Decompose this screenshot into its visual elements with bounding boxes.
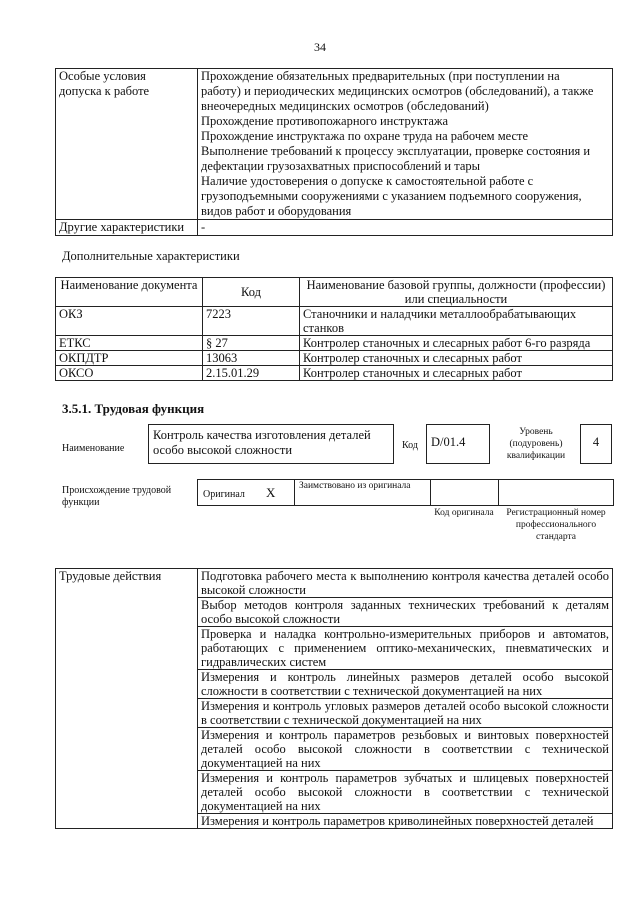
table-row [56,220,613,236]
labor-action-item: Проверка и наладка контрольно-измерительных приборов и автоматов, работающих с применением оптико-механических, пневматических и гидравлических систем [198,627,613,670]
header-code: Код [203,278,300,307]
other-characteristics-value: - [198,220,613,236]
cell-name: Контролер станочных и слесарных работ [300,366,613,381]
code-label: Код [402,440,418,451]
labor-action-item: Измерения и контроль параметров зубчатых и шлицевых поверхностей деталей особо высокой сложности в соответствии с технической документацией на них [198,771,613,814]
other-characteristics-label: Другие характеристики [56,220,198,236]
cell-code: 13063 [203,351,300,366]
conditions-value-cell [198,69,613,220]
cell-code: 2.15.01.29 [203,366,300,381]
page-number: 34 [314,40,326,54]
original-mark: X [266,485,276,500]
conditions-table [55,68,613,236]
header-group-name: Наименование базовой группы, должности (профессии) или специальности [300,278,613,307]
labor-action-item: Измерения и контроль угловых размеров деталей особо высокой сложности в соответствии с технической документацией на них [198,699,613,728]
cell-name: Контролер станочных и слесарных работ 6-го разряда [300,336,613,351]
conditions-label-cell [56,69,198,220]
labor-actions-label: Трудовые действия [56,569,198,829]
labor-actions-table [55,568,613,829]
conditions-label-line: допуска к работе [59,84,150,98]
additional-characteristics-table [55,277,613,381]
table-row [56,569,613,598]
cell-doc: ОКСО [56,366,203,381]
table-row [56,69,613,220]
additional-characteristics-title: Дополнительные характеристики [62,249,240,263]
section-heading: 3.5.1. Трудовая функция [62,401,205,416]
table-row [56,336,613,351]
function-name-box: Контроль качества изготовления деталей особо высокой сложности [148,424,394,464]
conditions-line: Прохождение противопожарного инструктажа [201,114,449,128]
level-label: Уровень (подуровень) квалификации [506,427,566,461]
cell-doc: ОКЗ [56,307,203,336]
labor-action-item: Измерения и контроль линейных размеров деталей особо высокой сложности в соответствии с технической документацией на них [198,670,613,699]
conditions-line: Прохождение инструктажа по охране труда на рабочем месте [201,129,529,143]
conditions-label-line: Особые условия [59,69,146,83]
cell-code: 7223 [203,307,300,336]
cell-code: § 27 [203,336,300,351]
cell-doc: ОКПДТР [56,351,203,366]
function-code-box: D/01.4 [426,424,490,464]
conditions-line: Наличие удостоверения о допуске к самостоятельной работе с [201,174,534,188]
cell-name: Станочники и наладчики металлообрабатывающих станков [300,307,613,336]
divider [294,479,295,505]
divider [498,479,499,505]
conditions-line: дефектации грузозахватных приспособлений и тары [201,159,481,173]
origin-label: Происхождение трудовой функции [62,485,172,508]
borrowed-label: Заимствовано из оригинала [299,481,411,491]
code-original-label: Код оригинала [434,508,494,518]
reg-number-label: Регистрационный номер профессионального стандарта [506,508,606,542]
labor-action-item: Измерения и контроль параметров криволинейных поверхностей деталей [198,814,613,829]
table-row [56,366,613,381]
cell-name: Контролер станочных и слесарных работ [300,351,613,366]
cell-doc: ЕТКС [56,336,203,351]
level-value-box: 4 [580,424,612,464]
labor-action-item: Измерения и контроль параметров резьбовых и винтовых поверхностей деталей особо высокой сложности в соответствии с технической документацией на них [198,728,613,771]
table-header-row [56,278,613,307]
divider [430,479,431,505]
table-row [56,307,613,336]
labor-action-item: Выбор методов контроля заданных технических требований к деталям особо высокой сложности [198,598,613,627]
conditions-line: грузоподъемными сооружениями с указанием подъемного сооружения, [201,189,582,203]
conditions-line: видов работ и оборудования [201,204,352,218]
conditions-line: Прохождение обязательных предварительных (при поступлении на [201,69,560,83]
name-label: Наименование [62,443,125,454]
labor-action-item: Подготовка рабочего места к выполнению контроля качества деталей особо высокой сложности [198,569,613,598]
conditions-line: внеочередных медицинских осмотров (обследований) [201,99,489,113]
conditions-line: работу) и периодических медицинских осмотров (обследований), а также [201,84,594,98]
original-label: Оригинал [203,489,245,500]
conditions-line: Выполнение требований к процессу эксплуатации, проверке состояния и [201,144,591,158]
header-document: Наименование документа [56,278,203,307]
table-row [56,351,613,366]
